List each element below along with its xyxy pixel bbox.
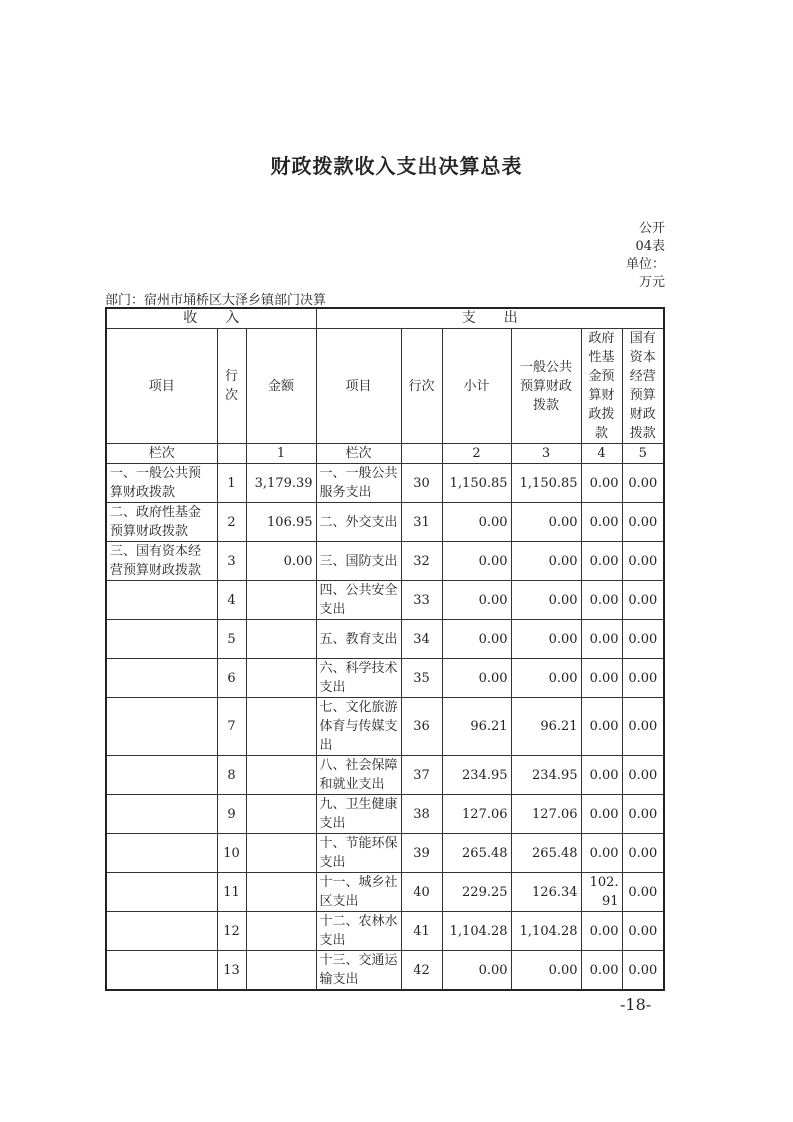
expense-row-no: 31 xyxy=(401,503,442,542)
table-row xyxy=(106,620,664,659)
state-capital: 0.00 xyxy=(622,756,664,795)
state-capital: 0.00 xyxy=(622,659,664,698)
income-item xyxy=(106,698,217,756)
subtotal: 1,104.28 xyxy=(442,912,511,951)
expense-header: 支 出 xyxy=(316,308,664,329)
expense-row-no: 38 xyxy=(401,795,442,834)
income-row-no: 11 xyxy=(217,873,246,912)
header-row-no2: 行次 xyxy=(401,329,442,444)
state-capital: 0.00 xyxy=(622,464,664,503)
income-row-no: 9 xyxy=(217,795,246,834)
state-capital: 0.00 xyxy=(622,912,664,951)
expense-row-no: 40 xyxy=(401,873,442,912)
income-row-no: 13 xyxy=(217,951,246,991)
general-budget: 126.34 xyxy=(511,873,581,912)
col-index-blank xyxy=(217,444,246,464)
col-index-1: 1 xyxy=(246,444,316,464)
state-capital: 0.00 xyxy=(622,503,664,542)
expense-item: 十一、城乡社区支出 xyxy=(316,873,401,912)
income-amount xyxy=(246,581,316,620)
col-index-blank2 xyxy=(401,444,442,464)
expense-item: 五、教育支出 xyxy=(316,620,401,659)
col-index-label: 栏次 xyxy=(106,444,217,464)
income-row-no: 1 xyxy=(217,464,246,503)
general-budget: 265.48 xyxy=(511,834,581,873)
page-number: -18- xyxy=(620,995,652,1014)
gov-fund: 0.00 xyxy=(581,542,622,581)
income-item xyxy=(106,873,217,912)
gov-fund: 0.00 xyxy=(581,698,622,756)
general-budget: 1,104.28 xyxy=(511,912,581,951)
income-row-no: 8 xyxy=(217,756,246,795)
expense-row-no: 36 xyxy=(401,698,442,756)
state-capital: 0.00 xyxy=(622,581,664,620)
gov-fund: 0.00 xyxy=(581,659,622,698)
expense-item: 六、科学技术支出 xyxy=(316,659,401,698)
income-row-no: 2 xyxy=(217,503,246,542)
header-subtotal: 小计 xyxy=(442,329,511,444)
income-item: 一、一般公共预算财政拨款 xyxy=(106,464,217,503)
subtotal: 234.95 xyxy=(442,756,511,795)
expense-item: 一、一般公共服务支出 xyxy=(316,464,401,503)
state-capital: 0.00 xyxy=(622,795,664,834)
form-number: 公开04表 xyxy=(635,221,665,254)
expense-row-no: 41 xyxy=(401,912,442,951)
expense-row-no: 34 xyxy=(401,620,442,659)
expense-item: 二、外交支出 xyxy=(316,503,401,542)
general-budget: 234.95 xyxy=(511,756,581,795)
income-amount: 0.00 xyxy=(246,542,316,581)
subtotal: 0.00 xyxy=(442,542,511,581)
subtotal: 229.25 xyxy=(442,873,511,912)
income-row-no: 10 xyxy=(217,834,246,873)
state-capital: 0.00 xyxy=(622,951,664,991)
expense-item: 十三、交通运输支出 xyxy=(316,951,401,991)
gov-fund: 0.00 xyxy=(581,464,622,503)
general-budget: 0.00 xyxy=(511,542,581,581)
subtotal: 0.00 xyxy=(442,620,511,659)
gov-fund: 0.00 xyxy=(581,912,622,951)
unit-label: 单位：万元 xyxy=(625,257,665,290)
col-index-2: 2 xyxy=(442,444,511,464)
col-index-4: 4 xyxy=(581,444,622,464)
table-row xyxy=(106,659,664,698)
expense-row-no: 37 xyxy=(401,756,442,795)
table-row xyxy=(106,873,664,912)
general-budget: 127.06 xyxy=(511,795,581,834)
col-index-3: 3 xyxy=(511,444,581,464)
state-capital: 0.00 xyxy=(622,698,664,756)
table-row xyxy=(106,951,664,991)
income-row-no: 12 xyxy=(217,912,246,951)
expense-item: 九、卫生健康支出 xyxy=(316,795,401,834)
general-budget: 1,150.85 xyxy=(511,464,581,503)
gov-fund: 0.00 xyxy=(581,951,622,991)
state-capital: 0.00 xyxy=(622,834,664,873)
expense-row-no: 39 xyxy=(401,834,442,873)
header-item2: 项目 xyxy=(316,329,401,444)
income-amount xyxy=(246,873,316,912)
table-row xyxy=(106,698,664,756)
expense-item: 四、公共安全支出 xyxy=(316,581,401,620)
general-budget: 96.21 xyxy=(511,698,581,756)
income-header: 收 入 xyxy=(106,308,316,329)
income-amount xyxy=(246,834,316,873)
table-row xyxy=(106,503,664,542)
expense-row-no: 33 xyxy=(401,581,442,620)
table-row xyxy=(106,464,664,503)
subtotal: 0.00 xyxy=(442,503,511,542)
income-row-no: 5 xyxy=(217,620,246,659)
expense-row-no: 42 xyxy=(401,951,442,991)
expense-item: 十二、农林水支出 xyxy=(316,912,401,951)
income-item xyxy=(106,834,217,873)
table-row xyxy=(106,795,664,834)
general-budget: 0.00 xyxy=(511,503,581,542)
header-row-no: 行次 xyxy=(217,329,246,444)
table-row xyxy=(106,834,664,873)
state-capital: 0.00 xyxy=(622,620,664,659)
income-row-no: 6 xyxy=(217,659,246,698)
table-row xyxy=(106,912,664,951)
gov-fund: 102.91 xyxy=(581,873,622,912)
expense-item: 三、国防支出 xyxy=(316,542,401,581)
gov-fund: 0.00 xyxy=(581,581,622,620)
table-row xyxy=(106,542,664,581)
gov-fund: 0.00 xyxy=(581,795,622,834)
page-title: 财政拨款收入支出决算总表 xyxy=(270,154,523,178)
expense-row-no: 30 xyxy=(401,464,442,503)
header-gov-fund: 政府性基金预算财政拨款 xyxy=(581,329,622,444)
table-row xyxy=(106,581,664,620)
income-item xyxy=(106,912,217,951)
income-amount xyxy=(246,951,316,991)
income-row-no: 4 xyxy=(217,581,246,620)
income-item xyxy=(106,951,217,991)
gov-fund: 0.00 xyxy=(581,503,622,542)
income-item xyxy=(106,659,217,698)
subtotal: 0.00 xyxy=(442,951,511,991)
income-item xyxy=(106,581,217,620)
income-item xyxy=(106,795,217,834)
income-amount xyxy=(246,912,316,951)
general-budget: 0.00 xyxy=(511,951,581,991)
general-budget: 0.00 xyxy=(511,659,581,698)
table-row xyxy=(106,756,664,795)
col-index-5: 5 xyxy=(622,444,664,464)
income-item xyxy=(106,756,217,795)
expense-item: 十、节能环保支出 xyxy=(316,834,401,873)
department-label: 部门：宿州市埇桥区大泽乡镇部门决算 xyxy=(105,293,327,308)
subtotal: 96.21 xyxy=(442,698,511,756)
expense-item: 七、文化旅游体育与传媒支出 xyxy=(316,698,401,756)
header-amount: 金额 xyxy=(246,329,316,444)
gov-fund: 0.00 xyxy=(581,620,622,659)
income-item: 二、政府性基金预算财政拨款 xyxy=(106,503,217,542)
income-amount: 3,179.39 xyxy=(246,464,316,503)
header-state-capital: 国有资本经营预算财政拨款 xyxy=(622,329,664,444)
expense-row-no: 35 xyxy=(401,659,442,698)
income-row-no: 3 xyxy=(217,542,246,581)
income-item: 三、国有资本经营预算财政拨款 xyxy=(106,542,217,581)
income-item xyxy=(106,620,217,659)
expense-row-no: 32 xyxy=(401,542,442,581)
state-capital: 0.00 xyxy=(622,873,664,912)
header-item: 项目 xyxy=(106,329,217,444)
income-amount: 106.95 xyxy=(246,503,316,542)
income-amount xyxy=(246,698,316,756)
income-row-no: 7 xyxy=(217,698,246,756)
subtotal: 1,150.85 xyxy=(442,464,511,503)
subtotal: 0.00 xyxy=(442,581,511,620)
gov-fund: 0.00 xyxy=(581,756,622,795)
form-info xyxy=(625,220,665,292)
header-general: 一般公共预算财政拨款 xyxy=(511,329,581,444)
state-capital: 0.00 xyxy=(622,542,664,581)
gov-fund: 0.00 xyxy=(581,834,622,873)
income-amount xyxy=(246,659,316,698)
expense-item: 八、社会保障和就业支出 xyxy=(316,756,401,795)
income-amount xyxy=(246,756,316,795)
budget-table xyxy=(105,307,665,991)
subtotal: 0.00 xyxy=(442,659,511,698)
income-amount xyxy=(246,620,316,659)
col-index-label2: 栏次 xyxy=(316,444,401,464)
subtotal: 127.06 xyxy=(442,795,511,834)
general-budget: 0.00 xyxy=(511,581,581,620)
general-budget: 0.00 xyxy=(511,620,581,659)
subtotal: 265.48 xyxy=(442,834,511,873)
income-amount xyxy=(246,795,316,834)
